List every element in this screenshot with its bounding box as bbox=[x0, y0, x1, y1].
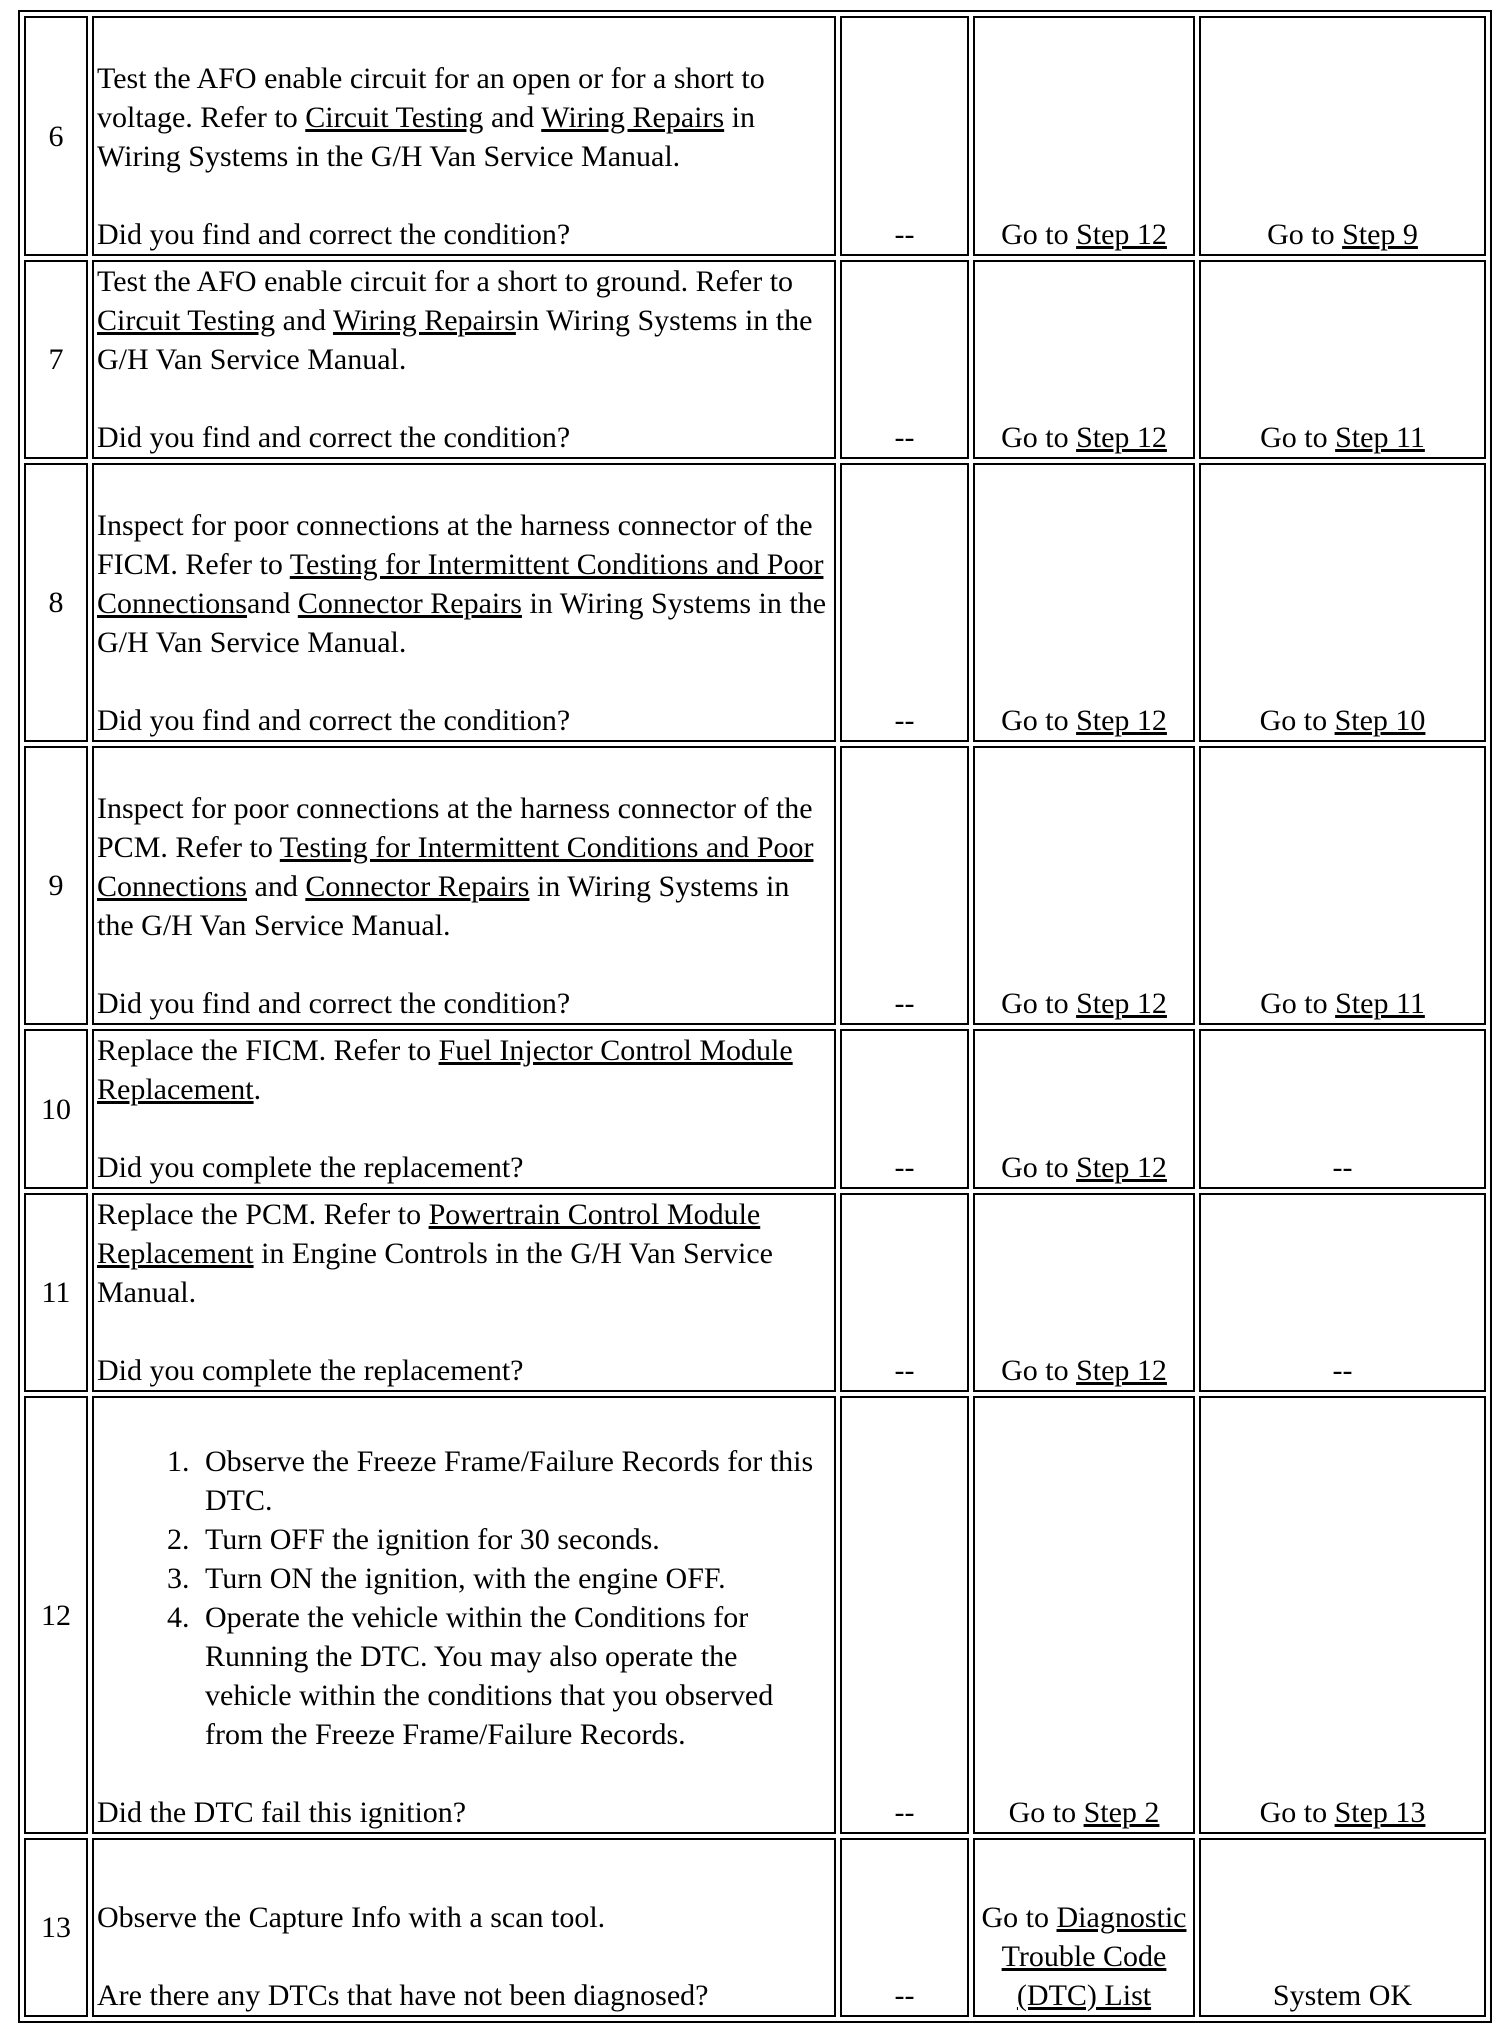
reference-link[interactable]: Connector Repairs bbox=[305, 870, 530, 903]
procedure-list-item: 3. Turn ON the ignition, with the engine OFF. bbox=[197, 1559, 831, 1598]
goto-prefix: Go to bbox=[981, 1901, 1057, 1934]
action-text-fragment: in Wiring Systems in the G/H Van Service Manual. bbox=[97, 870, 790, 942]
reference-link[interactable]: Powertrain Control Module Replacement bbox=[97, 1198, 761, 1270]
goto-step-link[interactable]: Step 2 bbox=[1083, 1796, 1160, 1829]
no-result bbox=[1199, 1838, 1486, 2017]
reference-link[interactable]: Wiring Repairs bbox=[332, 304, 516, 337]
procedure-list-item: 2. Turn OFF the ignition for 30 seconds. bbox=[197, 1520, 831, 1559]
step-action bbox=[92, 1029, 836, 1189]
step-action bbox=[92, 746, 836, 1025]
spacer bbox=[97, 1754, 831, 1793]
action-text bbox=[97, 1898, 831, 1937]
goto-prefix: Go to bbox=[1260, 987, 1336, 1020]
reference-link[interactable]: Connector Repairs bbox=[297, 587, 522, 620]
goto-step-link[interactable]: Step 12 bbox=[1076, 421, 1167, 454]
action-text-fragment: and bbox=[247, 587, 298, 620]
step-question: Did you find and correct the condition? bbox=[97, 987, 571, 1020]
reference-link[interactable]: Testing for Intermittent Conditions and Poor Connections bbox=[97, 548, 824, 620]
table-row bbox=[24, 16, 1486, 256]
reference-link[interactable]: Fuel Injector Control Module Replacement bbox=[97, 1034, 793, 1106]
no-result bbox=[1199, 1193, 1486, 1392]
table-row bbox=[24, 260, 1486, 459]
goto-step-link[interactable]: Step 13 bbox=[1334, 1796, 1426, 1829]
goto-step-link[interactable]: Step 11 bbox=[1335, 987, 1425, 1020]
spacer bbox=[97, 176, 831, 215]
step-action bbox=[92, 16, 836, 256]
yes-result bbox=[973, 746, 1195, 1025]
step-question: Did you find and correct the condition? bbox=[97, 704, 571, 737]
table-row bbox=[24, 1396, 1486, 1834]
spacer bbox=[97, 1109, 831, 1148]
step-number: 6 bbox=[24, 16, 88, 256]
step-action bbox=[92, 1193, 836, 1392]
spacer bbox=[97, 1312, 831, 1351]
step-value: -- bbox=[840, 1396, 969, 1834]
step-number: 10 bbox=[24, 1029, 88, 1189]
step-value: -- bbox=[840, 746, 969, 1025]
step-value: -- bbox=[840, 16, 969, 256]
action-text bbox=[97, 262, 831, 379]
step-question: Did you complete the replacement? bbox=[97, 1151, 524, 1184]
step-action bbox=[92, 463, 836, 742]
action-text-fragment: in Engine Controls in the G/H Van Service Manual. bbox=[97, 1237, 773, 1309]
goto-step-link[interactable]: Step 12 bbox=[1076, 1151, 1167, 1184]
step-action bbox=[92, 260, 836, 459]
goto-prefix: Go to bbox=[1001, 1151, 1077, 1184]
goto-prefix: Go to bbox=[1001, 1354, 1077, 1387]
goto-step-link[interactable]: Step 10 bbox=[1334, 704, 1426, 737]
step-number: 12 bbox=[24, 1396, 88, 1834]
action-text bbox=[97, 789, 831, 945]
yes-result bbox=[973, 260, 1195, 459]
goto-step-link[interactable]: Diagnostic Trouble Code (DTC) List bbox=[1001, 1901, 1187, 2012]
step-question: Did you find and correct the condition? bbox=[97, 218, 571, 251]
spacer bbox=[97, 662, 831, 701]
spacer bbox=[97, 1937, 831, 1976]
goto-prefix: Go to bbox=[1260, 421, 1336, 454]
no-result bbox=[1199, 16, 1486, 256]
table-row bbox=[24, 1193, 1486, 1392]
step-number: 8 bbox=[24, 463, 88, 742]
goto-prefix: Go to bbox=[1267, 218, 1343, 251]
step-action bbox=[92, 1838, 836, 2017]
page bbox=[18, 10, 1488, 2023]
action-text-fragment: and bbox=[247, 870, 306, 903]
goto-prefix: Go to bbox=[1001, 218, 1077, 251]
goto-prefix: Go to bbox=[1001, 421, 1077, 454]
reference-link[interactable]: Circuit Testing bbox=[97, 304, 276, 337]
no-result bbox=[1199, 463, 1486, 742]
action-text-fragment: . bbox=[253, 1073, 262, 1106]
goto-prefix: Go to bbox=[1001, 987, 1077, 1020]
diagnostic-table-body bbox=[24, 16, 1486, 2017]
no-result-text: -- bbox=[1332, 1354, 1353, 1387]
no-result-text: System OK bbox=[1272, 1979, 1413, 2012]
action-text-fragment: in Wiring Systems in the G/H Van Service Manual. bbox=[97, 304, 813, 376]
action-text-fragment: Observe the Capture Info with a scan tool. bbox=[97, 1901, 606, 1934]
table-row bbox=[24, 463, 1486, 742]
action-text bbox=[97, 1031, 831, 1109]
action-text-fragment: Test the AFO enable circuit for a short to ground. Refer to bbox=[97, 265, 794, 298]
action-text-fragment: Replace the PCM. Refer to bbox=[97, 1198, 429, 1231]
yes-result bbox=[973, 1029, 1195, 1189]
no-result bbox=[1199, 746, 1486, 1025]
goto-prefix: Go to bbox=[1259, 1796, 1335, 1829]
goto-prefix: Go to bbox=[1259, 704, 1335, 737]
step-question: Are there any DTCs that have not been diagnosed? bbox=[97, 1979, 709, 2012]
yes-result bbox=[973, 1396, 1195, 1834]
goto-step-link[interactable]: Step 12 bbox=[1076, 1354, 1167, 1387]
step-number: 9 bbox=[24, 746, 88, 1025]
yes-result bbox=[973, 1193, 1195, 1392]
action-text-fragment: and bbox=[483, 101, 542, 134]
action-text-fragment: Inspect for poor connections at the harness connector of the FICM. Refer to bbox=[97, 509, 813, 581]
table-row bbox=[24, 1029, 1486, 1189]
step-question: Did you find and correct the condition? bbox=[97, 421, 571, 454]
no-result bbox=[1199, 260, 1486, 459]
reference-link[interactable]: Circuit Testing bbox=[305, 101, 484, 134]
action-text-fragment: in Wiring Systems in the G/H Van Service Manual. bbox=[97, 587, 827, 659]
yes-result bbox=[973, 1838, 1195, 2017]
goto-step-link[interactable]: Step 12 bbox=[1076, 704, 1167, 737]
goto-prefix: Go to bbox=[1001, 704, 1077, 737]
action-text-fragment: Replace the FICM. Refer to bbox=[97, 1034, 439, 1067]
step-question: Did the DTC fail this ignition? bbox=[97, 1796, 467, 1829]
step-value: -- bbox=[840, 1838, 969, 2017]
step-value: -- bbox=[840, 463, 969, 742]
step-action bbox=[92, 1396, 836, 1834]
step-number: 13 bbox=[24, 1838, 88, 2017]
goto-step-link[interactable]: Step 12 bbox=[1076, 218, 1167, 251]
action-text bbox=[97, 1195, 831, 1312]
action-text bbox=[97, 506, 831, 662]
table-row bbox=[24, 1838, 1486, 2017]
no-result bbox=[1199, 1396, 1486, 1834]
reference-link[interactable]: Testing for Intermittent Conditions and Poor Connections bbox=[97, 831, 814, 903]
step-value: -- bbox=[840, 1029, 969, 1189]
yes-result bbox=[973, 16, 1195, 256]
goto-prefix: Go to bbox=[1008, 1796, 1084, 1829]
goto-step-link[interactable]: Step 12 bbox=[1076, 987, 1167, 1020]
step-value: -- bbox=[840, 1193, 969, 1392]
procedure-list-item: 4. Operate the vehicle within the Conditions for Running the DTC. You may also operate the vehicle within the conditions that you observed from the Freeze Frame/Failure Records. bbox=[197, 1598, 831, 1754]
action-text-fragment: Inspect for poor connections at the harness connector of the PCM. Refer to bbox=[97, 792, 813, 864]
table-row bbox=[24, 746, 1486, 1025]
action-text-fragment: in Wiring Systems in the G/H Van Service Manual. bbox=[97, 101, 755, 173]
diagnostic-table bbox=[18, 10, 1492, 2023]
spacer bbox=[97, 945, 831, 984]
goto-step-link[interactable]: Step 11 bbox=[1335, 421, 1425, 454]
step-question: Did you complete the replacement? bbox=[97, 1354, 524, 1387]
step-number: 11 bbox=[24, 1193, 88, 1392]
yes-result bbox=[973, 463, 1195, 742]
goto-step-link[interactable]: Step 9 bbox=[1342, 218, 1418, 251]
reference-link[interactable]: Wiring Repairs bbox=[541, 101, 725, 134]
step-number: 7 bbox=[24, 260, 88, 459]
procedure-list bbox=[97, 1442, 831, 1754]
spacer bbox=[97, 379, 831, 418]
procedure-list-item: 1. Observe the Freeze Frame/Failure Records for this DTC. bbox=[197, 1442, 831, 1520]
action-text-fragment: Test the AFO enable circuit for an open or for a short to voltage. Refer to bbox=[97, 62, 765, 134]
no-result bbox=[1199, 1029, 1486, 1189]
action-text-fragment: and bbox=[275, 304, 333, 337]
step-value: -- bbox=[840, 260, 969, 459]
no-result-text: -- bbox=[1332, 1151, 1353, 1184]
action-text bbox=[97, 59, 831, 176]
